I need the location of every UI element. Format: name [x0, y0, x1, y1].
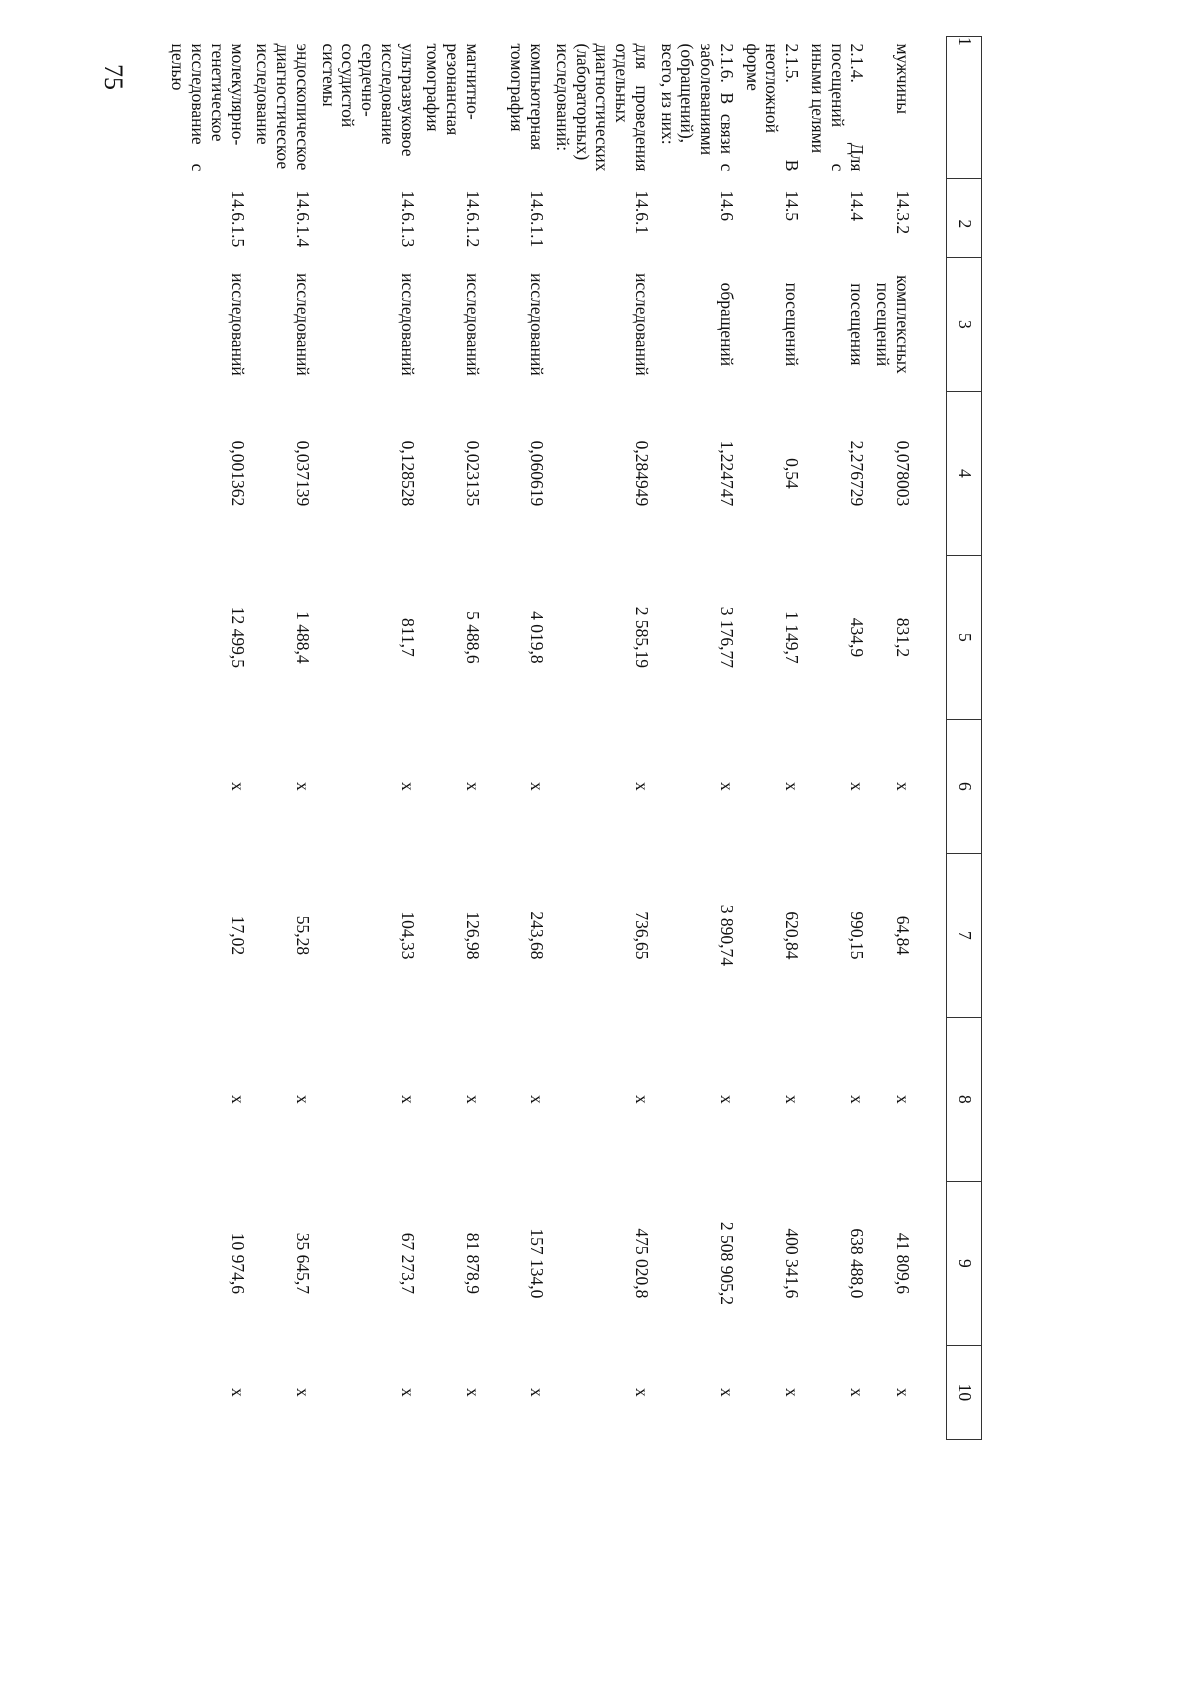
row-col9: 10 974,6: [227, 1232, 248, 1295]
row-col7: 243,68: [526, 911, 547, 960]
row-col7: 736,65: [631, 911, 652, 960]
table-row: [250, 37, 315, 1440]
data-table: [165, 36, 983, 1440]
row-col7: 126,98: [462, 911, 483, 960]
table-row: [549, 37, 654, 1440]
table-row: [420, 37, 485, 1440]
column-header-5: 5: [947, 555, 982, 719]
row-norm: 0,128528: [397, 440, 418, 507]
row-col7: 17,02: [227, 915, 248, 956]
row-col10: х: [847, 1388, 868, 1397]
row-code: 14.6.1.4: [292, 190, 313, 248]
row-cost: 12 499,5: [227, 606, 248, 669]
row-col8: х: [292, 1095, 313, 1104]
row-col8: х: [526, 1095, 547, 1104]
column-header-8: 8: [947, 1017, 982, 1181]
row-col9: 157 134,0: [526, 1228, 547, 1299]
row-unit: комплексных посещений: [873, 275, 913, 374]
row-col10: х: [227, 1388, 248, 1397]
row-name: ультразвуковое исследование сердечно-сосудистой системы: [318, 43, 418, 157]
row-col8: х: [397, 1095, 418, 1104]
row-col10: х: [631, 1388, 652, 1397]
row-col9: 638 488,0: [847, 1228, 868, 1299]
column-header-6: 6: [947, 719, 982, 853]
row-col8: х: [227, 1095, 248, 1104]
column-header-10: 10: [947, 1345, 982, 1439]
row-col6: х: [526, 782, 547, 791]
row-col9: 67 273,7: [397, 1232, 418, 1295]
row-name: 2.1.5. В неотложной форме: [742, 43, 803, 172]
row-code: 14.5: [782, 190, 803, 222]
row-cost: 1 488,4: [292, 611, 313, 664]
row-cost: 3 176,77: [716, 606, 737, 669]
row-code: 14.6.1.3: [397, 190, 418, 248]
row-col9: 400 341,6: [782, 1228, 803, 1299]
row-unit: исследований: [397, 273, 418, 376]
row-col6: х: [631, 782, 652, 791]
column-header-4: 4: [947, 391, 982, 555]
row-norm: 0,284949: [631, 440, 652, 507]
row-name: 2.1.4. Для посещений с иными целями: [807, 43, 868, 172]
row-col9: 41 809,6: [893, 1232, 913, 1295]
column-header-1: 1: [947, 37, 982, 179]
row-code: 14.6.1.5: [227, 190, 248, 248]
column-header-9: 9: [947, 1181, 982, 1345]
row-name: эндоскопическое диагностическое исследование: [253, 43, 313, 171]
row-unit: исследований: [292, 273, 313, 376]
column-header-3: 3: [947, 257, 982, 391]
table-row: [165, 37, 250, 1440]
row-norm: 1,224747: [716, 440, 737, 507]
page-number: 75: [99, 64, 128, 90]
rotated-page: [168, 36, 982, 1576]
row-norm: 0,54: [782, 458, 803, 489]
row-col10: х: [292, 1388, 313, 1397]
row-col7: 620,84: [782, 911, 803, 960]
row-norm: 2,276729: [847, 440, 868, 507]
row-unit: исследований: [526, 273, 547, 376]
row-col8: х: [847, 1095, 868, 1104]
row-name: компьютерная томография: [507, 43, 547, 151]
table-row: [869, 37, 946, 1440]
row-col9: 35 645,7: [292, 1232, 313, 1295]
row-col6: х: [227, 782, 248, 791]
row-col6: х: [397, 782, 418, 791]
row-code: 14.4: [847, 190, 868, 222]
row-cost: 811,7: [397, 618, 418, 657]
row-code: 14.6.1.2: [462, 190, 483, 248]
row-unit: исследований: [631, 273, 652, 376]
table-row: [804, 37, 869, 1440]
column-header-2: 2: [947, 178, 982, 257]
row-col6: х: [782, 782, 803, 791]
row-unit: посещений: [782, 282, 803, 367]
row-col10: х: [893, 1388, 913, 1397]
row-norm: 0,001362: [227, 440, 248, 507]
row-norm: 0,078003: [893, 440, 913, 507]
row-col9: 2 508 905,2: [716, 1221, 737, 1305]
row-cost: 434,9: [847, 617, 868, 658]
row-code: 14.3.2: [893, 190, 913, 235]
row-col10: х: [782, 1388, 803, 1397]
row-col7: 3 890,74: [716, 904, 737, 967]
row-col6: х: [716, 782, 737, 791]
row-name: для проведения отдельных диагностических (лабораторных) исследований:: [552, 43, 652, 172]
table-body: [165, 37, 947, 1440]
row-norm: 0,060619: [526, 440, 547, 507]
row-code: 14.6.1: [631, 190, 652, 235]
row-col8: х: [782, 1095, 803, 1104]
row-cost: 4 019,8: [526, 611, 547, 664]
row-cost: 2 585,19: [631, 606, 652, 669]
row-col7: 990,15: [847, 911, 868, 960]
row-col7: 64,84: [893, 915, 913, 956]
row-unit: посещения: [847, 283, 868, 366]
row-col6: х: [462, 782, 483, 791]
row-col10: х: [462, 1388, 483, 1397]
row-name: 2.1.6. В связи с заболеваниями (обращений), всего, из них:: [657, 43, 737, 172]
row-cost: 5 488,6: [462, 611, 483, 664]
table-row: [739, 37, 804, 1440]
row-col6: х: [292, 782, 313, 791]
row-name: магнитно-резонансная томография: [423, 43, 483, 136]
row-col7: 104,33: [397, 911, 418, 960]
row-name: мужчины: [893, 43, 913, 115]
row-col8: х: [716, 1095, 737, 1104]
column-header-7: 7: [947, 853, 982, 1017]
row-name: молекулярно-генетическое исследование с целью: [168, 43, 248, 172]
row-col8: х: [631, 1095, 652, 1104]
row-col9: 475 020,8: [631, 1228, 652, 1299]
row-col8: х: [462, 1095, 483, 1104]
row-cost: 831,2: [893, 617, 913, 658]
row-norm: 0,037139: [292, 440, 313, 507]
row-col9: 81 878,9: [462, 1232, 483, 1295]
row-col8: х: [893, 1095, 913, 1104]
row-unit: исследований: [462, 273, 483, 376]
row-norm: 0,023135: [462, 440, 483, 507]
row-code: 14.6.1.1: [526, 190, 547, 248]
row-unit: обращений: [716, 282, 737, 367]
row-cost: 1 149,7: [782, 611, 803, 664]
row-code: 14.6: [716, 190, 737, 222]
header-row: [947, 37, 982, 1440]
row-col6: х: [847, 782, 868, 791]
row-col6: х: [893, 782, 913, 791]
row-col10: х: [397, 1388, 418, 1397]
table-row: [485, 37, 549, 1440]
table-row: [654, 37, 739, 1440]
row-unit: исследований: [227, 273, 248, 376]
table-row: [315, 37, 420, 1440]
row-col10: х: [716, 1388, 737, 1397]
row-col7: 55,28: [292, 915, 313, 956]
row-col10: х: [526, 1388, 547, 1397]
